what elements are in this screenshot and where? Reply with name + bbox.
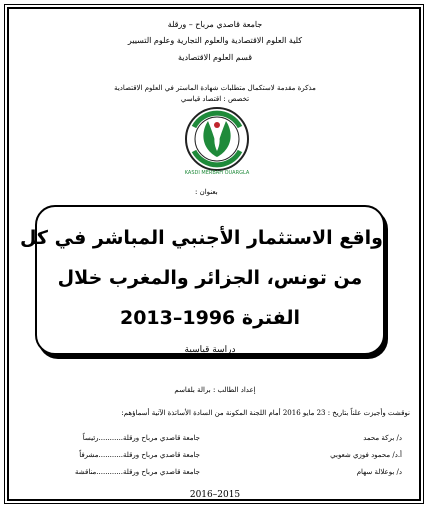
university-logo [184,105,250,177]
prepared-by: إعداد الطالب : برالة بلقاسم [174,386,256,394]
committee-member-1-affiliation: جامعة قاصدي مرباح ورقلة...........رئيساً [82,434,200,442]
thesis-title-box [19,205,385,355]
academic-year: 2016–2015 [189,490,241,500]
specialization: تخصص : اقتصاد قياسي [180,95,250,103]
committee-member-3-name: د/ بوعلالة سهام [356,468,402,476]
university-name: جامعة قاصدي مرباح – ورقلة [167,20,263,29]
committee-member-2-name: أ.د/ محمود فوزي شعوبي [330,451,402,459]
thesis-title-line-1: واقع الاستثمار الأجنبي المباشر في كل [19,227,383,249]
university-seal-icon [184,105,250,177]
thesis-title-line-2: من تونس، الجزائر والمغرب خلال [57,267,363,289]
study-type: دراسة قياسية [184,345,236,355]
logo-latin-text: KASDI MERBAH OUARGLA [184,170,250,176]
thesis-title-line-3: الفترة 1996–2013 [119,307,300,329]
title-label: بعنوان : [195,188,218,196]
committee-intro: نوقشت وأجيزت علناً بتاريخ : 23 مايو 2016 أمام اللجنة المكونة من السادة الأساتذة الآتية أسماؤهم: [121,409,410,417]
committee-member-2-affiliation: جامعة قاصدي مرباح ورقلة...........مشرفاً [79,451,200,459]
committee-member-3-affiliation: جامعة قاصدي مرباح ورقلة............مناقشة [74,468,200,476]
thesis-purpose: مذكرة مقدمة لاستكمال متطلبات شهادة الماستر في العلوم الاقتصادية [114,84,316,92]
department-name: قسم العلوم الاقتصادية [177,53,253,62]
faculty-name: كلية العلوم الاقتصادية والعلوم التجارية وعلوم التسيير [127,36,303,45]
committee-member-1-name: د/ بركة محمد [363,434,402,442]
